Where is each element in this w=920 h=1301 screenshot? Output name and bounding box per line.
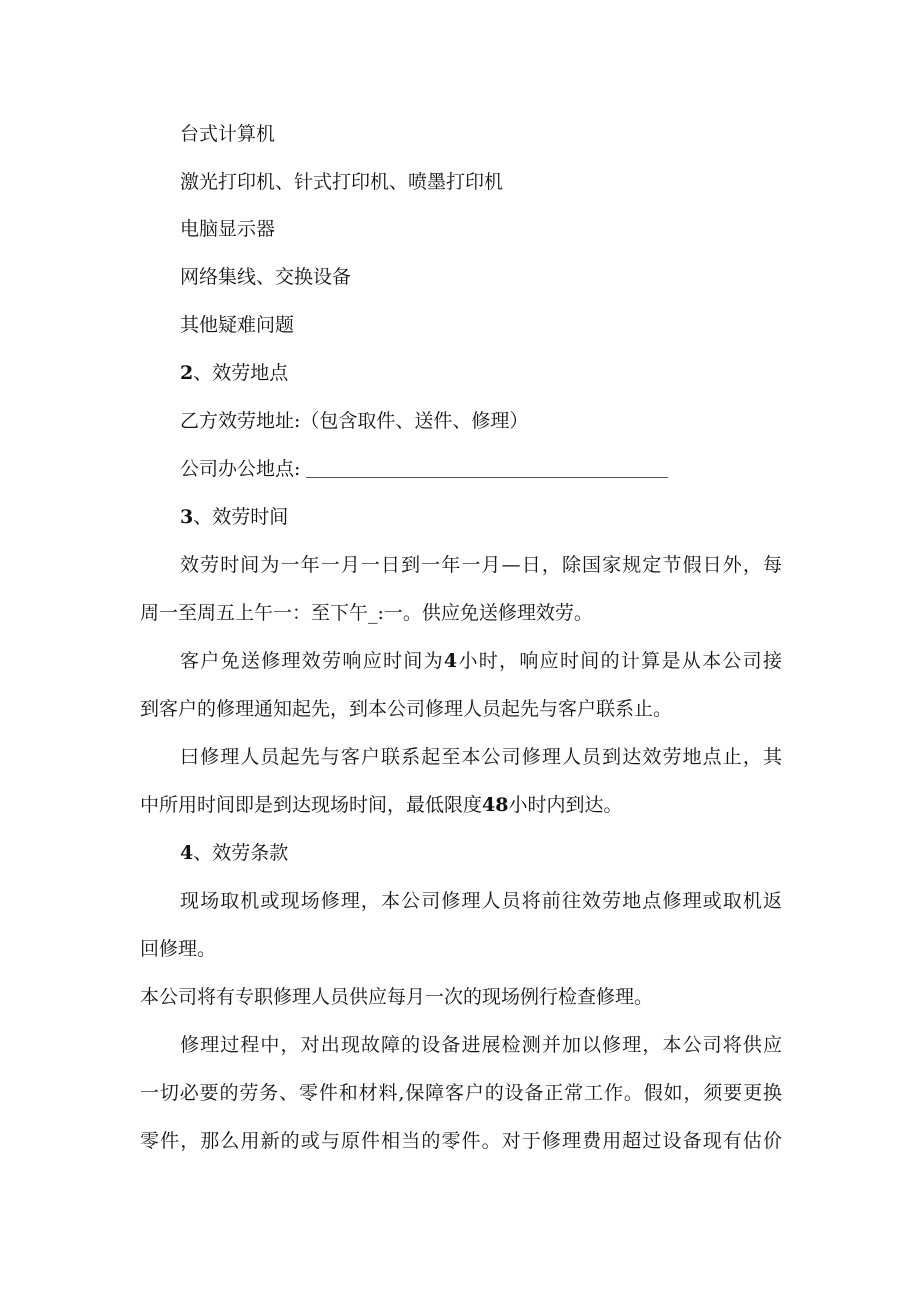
section-2-number: 2 [180,362,194,384]
arrival-time-paragraph-line-1: 曰修理人员起先与客户联系起至本公司修理人员到达效劳地点止，其 [180,746,782,768]
arrival-time-text-b: 小时内到达。 [508,794,623,816]
section-4-heading [180,840,288,866]
repair-process-paragraph-line-2: 一切必要的劳务、零件和材料,保障客户的设备正常工作。假如，须要更换 [140,1082,782,1104]
office-location-line [180,456,668,482]
section-3-number: 3 [180,506,194,528]
arrival-time-text-a: 中所用时间即是到达现场时间，最低限度 [140,794,483,816]
response-time-paragraph-line-1 [180,648,782,674]
service-time-paragraph-line-1: 效劳时间为一年一月一日到一年一月—日，除国家规定节假日外，每 [180,554,782,576]
repair-process-paragraph-line-1: 修理过程中，对出现故障的设备进展检测并加以修理，本公司将供应 [180,1034,782,1056]
arrival-hours-number: 48 [482,794,509,816]
service-address-line: 乙方效劳地址:（包含取件、送件、修理） [180,410,529,432]
section-2-heading [180,360,288,386]
response-time-text-b: 小时，响应时间的计算是从本公司接 [457,650,782,672]
response-time-paragraph-line-2: 到客户的修理通知起先，到本公司修理人员起先与客户联系止。 [140,698,673,720]
office-location-blank [306,459,668,478]
section-3-title: 、效劳时间 [193,506,289,528]
response-hours-number: 4 [443,650,458,672]
response-time-text-a: 客户免送修理效劳响应时间为 [180,650,444,672]
section-3-heading [180,504,288,530]
office-location-label: 公司办公地点: [180,458,301,480]
onsite-repair-paragraph-line-1: 现场取机或现场修理，本公司修理人员将前往效劳地点修理或取机返 [180,890,782,912]
item-printers: 激光打印机、针式打印机、喷墨打印机 [180,171,504,193]
section-4-number: 4 [180,842,194,864]
section-4-title: 、效劳条款 [193,842,289,864]
monthly-inspection-paragraph: 本公司将有专职修理人员供应每月一次的现场例行检查修理。 [140,986,654,1008]
service-time-paragraph-line-2: 周一至周五上午一：至下午_:一。供应免送修理效劳。 [140,602,593,624]
item-other: 其他疑难问题 [180,314,295,336]
item-desktop: 台式计算机 [180,123,276,145]
section-2-title: 、效劳地点 [193,362,289,384]
item-monitor: 电脑显示器 [180,218,276,240]
item-network: 网络集线、交换设备 [180,266,352,288]
arrival-time-paragraph-line-2 [140,792,622,818]
repair-process-paragraph-line-3: 零件，那么用新的或与原件相当的零件。对于修理费用超过设备现有估价 [140,1130,782,1152]
onsite-repair-paragraph-line-2: 回修理。 [140,938,217,960]
